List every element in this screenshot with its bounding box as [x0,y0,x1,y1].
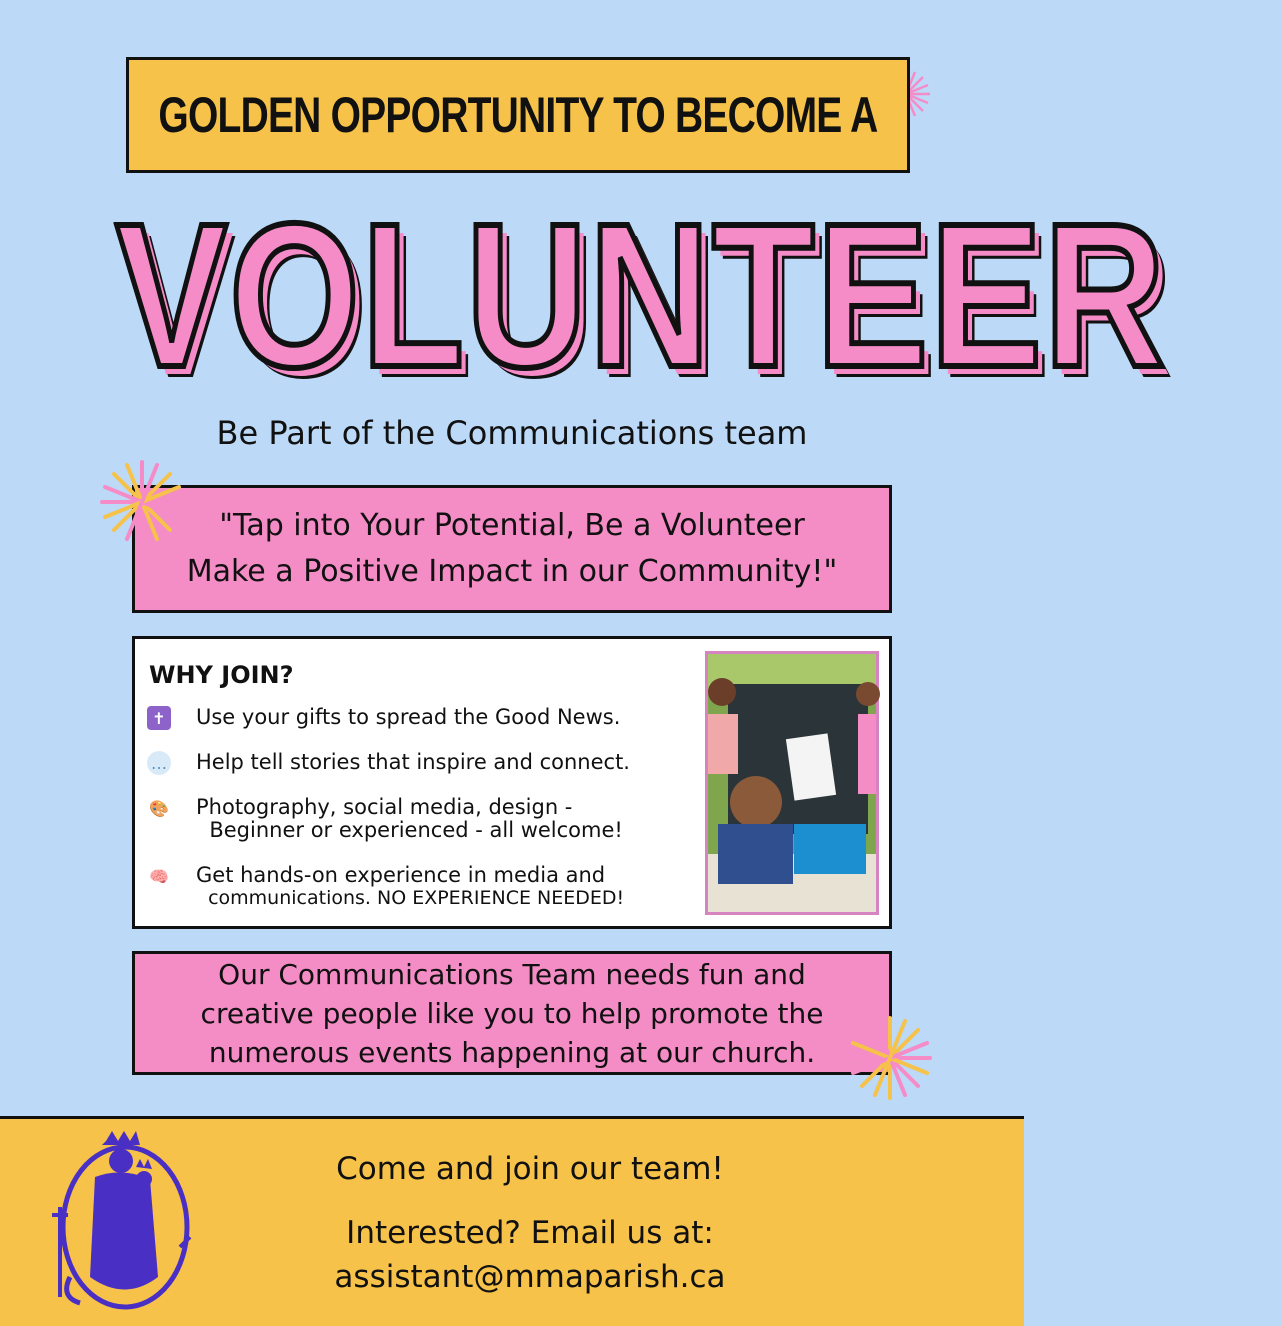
why-join-item-line: Beginner or experienced - all welcome! [196,818,623,842]
why-join-item-text [196,796,623,842]
footer-interested: Interested? Email us at: [346,1215,714,1251]
why-join-item-line: Photography, social media, design - [196,795,573,819]
why-join-item-text: Use your gifts to spread the Good News. [196,705,621,729]
starburst-icon [98,458,186,546]
info-line: numerous events happening at our church. [208,1035,816,1069]
cross-icon: ✝ [147,706,171,730]
footer-cta: Come and join our team! [336,1151,724,1187]
why-join-item-line: communications. NO EXPERIENCE NEEDED! [196,887,625,909]
volunteer-text: VOLUNTEER [115,181,1167,410]
quote-line: Make a Positive Impact in our Community!" [186,554,838,589]
volunteers-photo [705,651,879,915]
starburst-icon [846,1014,934,1102]
brain-icon: 🧠 [149,866,169,886]
why-join-item-text [196,864,624,910]
subtitle: Be Part of the Communications team [216,414,808,452]
footer-email[interactable]: assistant@mmaparish.ca [334,1259,726,1295]
banner-text: GOLDEN OPPORTUNITY TO BECOME A [158,87,878,143]
quote-line: "Tap into Your Potential, Be a Volunteer [219,508,805,543]
volunteer-headline [0,181,1167,410]
palette-icon: 🎨 [149,798,169,818]
headline-banner [126,57,910,173]
quote-box [132,485,892,613]
speech-bubble-icon: … [147,751,171,775]
footer [0,1116,1024,1326]
info-line: creative people like you to help promote the [200,996,824,1030]
why-join-box [132,636,892,929]
info-line: Our Communications Team needs fun and [218,957,806,991]
why-join-item-text: Help tell stories that inspire and connect. [196,750,630,774]
why-join-title: WHY JOIN? [149,661,294,689]
info-box [132,951,892,1075]
why-join-item-line: Get hands-on experience in media and [196,863,606,887]
